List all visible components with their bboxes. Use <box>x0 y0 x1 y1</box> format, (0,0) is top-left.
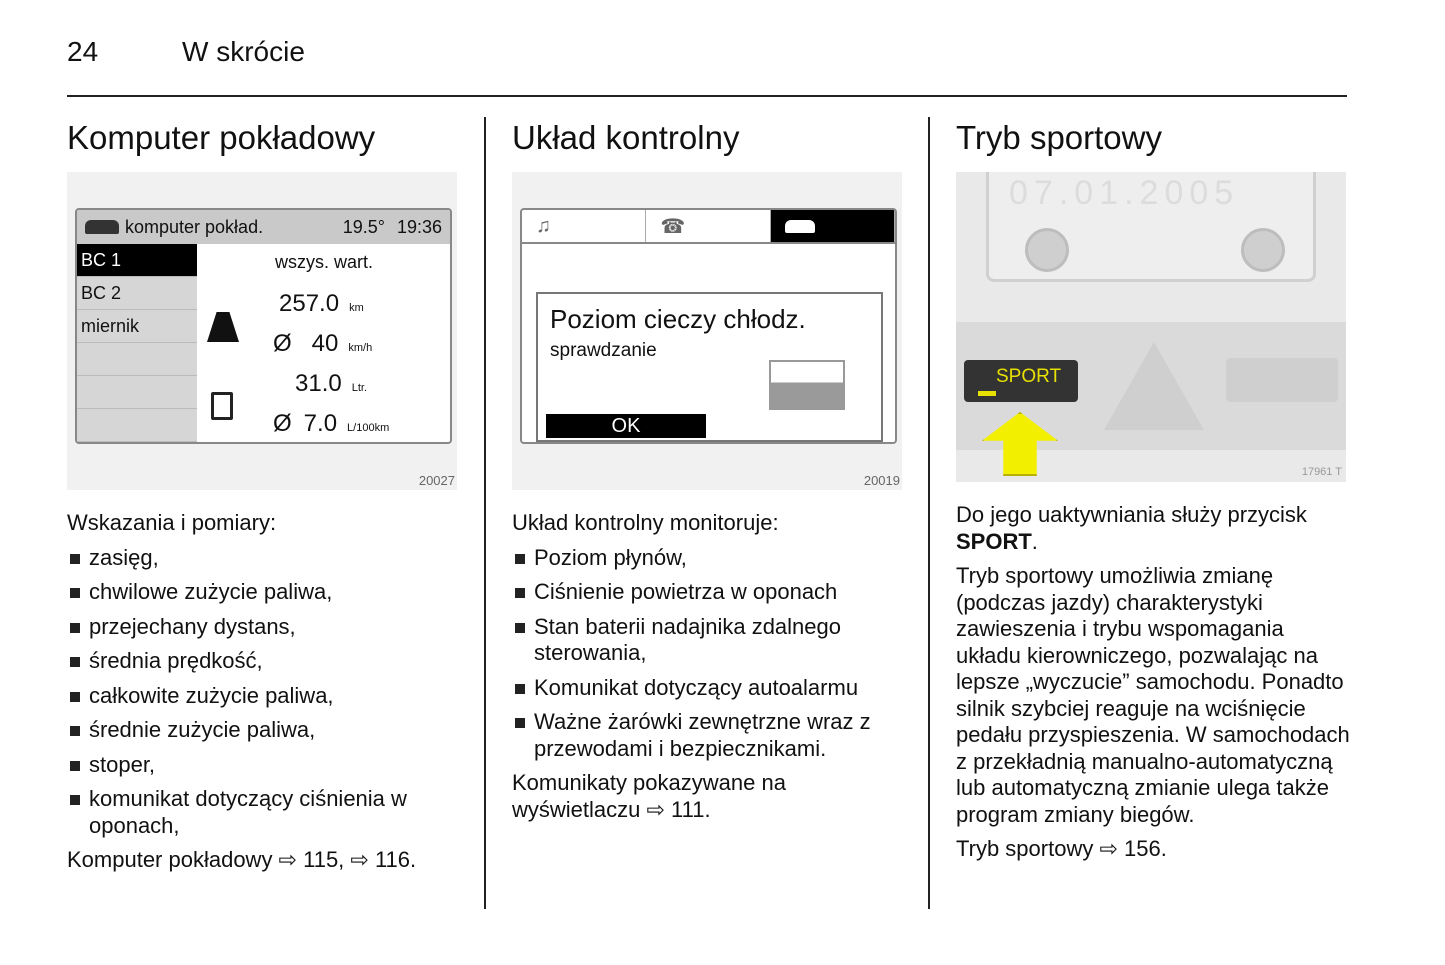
unit: L/100km <box>347 422 390 434</box>
value-row <box>279 290 364 318</box>
figure-number: 17961 T <box>1301 466 1342 478</box>
display-label: komputer pokład. <box>125 216 264 237</box>
time: 19:36 <box>396 216 442 237</box>
values-heading: wszys. wart. <box>275 252 374 272</box>
computer-display <box>75 208 452 444</box>
unit: km <box>349 302 364 314</box>
column-onboard-computer <box>67 118 462 882</box>
menu-item: miernik <box>77 310 197 343</box>
display-top-bar <box>77 210 450 244</box>
unit: km/h <box>348 342 373 354</box>
ok-button: OK <box>546 414 706 438</box>
sport-mode-figure <box>956 172 1346 482</box>
phone-tab-icon: ☎ <box>646 210 770 242</box>
music-tab-icon: ♫ <box>522 210 646 242</box>
text: Do jego uaktywniania służy przycisk <box>956 502 1307 527</box>
fuel-pump-icon <box>211 392 233 420</box>
car-tab-icon <box>771 210 895 242</box>
reference: Tryb sportowy ⇨ 156. <box>956 836 1167 861</box>
value: 257.0 <box>279 290 340 317</box>
dashboard-panel <box>986 172 1316 282</box>
knob-icon <box>1025 228 1069 272</box>
average-symbol: Ø <box>273 330 292 357</box>
message-title: Poziom cieczy chłodz. <box>550 304 806 334</box>
message-box <box>536 292 883 442</box>
average-symbol: Ø <box>273 410 292 437</box>
column-text <box>512 510 907 823</box>
menu-item <box>77 376 197 409</box>
list-item: Stan baterii nadajnika zdalnego sterowania, <box>512 614 907 667</box>
value-row <box>273 330 372 358</box>
value-row <box>273 410 389 438</box>
text: . <box>1031 528 1038 554</box>
display-tabs <box>522 210 895 244</box>
header-rule <box>67 95 1347 97</box>
list-item: stoper, <box>67 752 462 779</box>
menu-item <box>77 343 197 376</box>
menu-item: BC 2 <box>77 277 197 310</box>
column-check-system <box>512 118 907 831</box>
intro: Układ kontrolny monitoruje: <box>512 510 779 535</box>
check-display <box>520 208 897 444</box>
column-text <box>956 502 1351 863</box>
onboard-computer-figure <box>67 172 457 490</box>
check-system-figure <box>512 172 902 490</box>
reference: Komunikaty pokazywane na wyświetlaczu ⇨ 111. <box>512 770 786 822</box>
menu-item: BC 1 <box>77 244 197 277</box>
list-item: chwilowe zużycie paliwa, <box>67 579 462 606</box>
list-item: komunikat dotyczący ciśnienia w oponach, <box>67 786 462 839</box>
value: 40 <box>311 330 339 357</box>
section-title: W skrócie <box>182 36 305 67</box>
column-title: Tryb sportowy <box>956 119 1162 156</box>
column-text <box>67 510 462 874</box>
knob-icon <box>1241 228 1285 272</box>
list-item: Poziom płynów, <box>512 545 907 572</box>
coolant-tank-icon <box>769 360 845 410</box>
road-icon <box>207 312 239 342</box>
bullet-list <box>67 545 462 840</box>
list-item: zasięg, <box>67 545 462 572</box>
temperature: 19.5° <box>342 216 385 237</box>
list-item: Ciśnienie powietrza w oponach <box>512 579 907 606</box>
list-item: średnia prędkość, <box>67 648 462 675</box>
intro: Wskazania i pomiary: <box>67 510 277 535</box>
sport-button: SPORT <box>964 360 1078 402</box>
figure-number: 20027 <box>418 473 455 488</box>
paragraph <box>956 502 1351 555</box>
column-divider-2 <box>928 117 930 909</box>
reference: Komputer pokładowy ⇨ 115, ⇨ 116. <box>67 847 417 872</box>
menu-item <box>77 409 197 442</box>
value: 7.0 <box>303 410 338 437</box>
unit: Ltr. <box>351 382 368 394</box>
value: 31.0 <box>295 370 342 397</box>
figure-number: 20019 <box>863 473 900 488</box>
list-item: średnie zużycie paliwa, <box>67 717 462 744</box>
display-menu <box>77 244 197 444</box>
list-item: Komunikat dotyczący autoalarmu <box>512 675 907 702</box>
column-divider-1 <box>484 117 486 909</box>
column-title: Układ kontrolny <box>512 119 740 156</box>
list-item: Ważne żarówki zewnętrzne wraz z przewodami i bezpiecznikami. <box>512 709 907 762</box>
sport-label: SPORT <box>956 528 1032 554</box>
bullet-list <box>512 545 907 763</box>
clock-display: 07.01.2005 <box>1009 174 1240 212</box>
page-number: 24 <box>67 36 99 67</box>
list-item: przejechany dystans, <box>67 614 462 641</box>
column-title: Komputer pokładowy <box>67 119 376 156</box>
value-row <box>295 370 367 398</box>
door-lock-icon <box>1226 358 1338 402</box>
column-sport-mode <box>956 118 1351 871</box>
paragraph: Tryb sportowy umożliwia zmianę (podczas jazdy) charakterystyki zawieszenia i trybu wspomagania układu kierowniczego, pozwalając na lepsze „wyczucie” samochodu. Ponadto silnik szybciej reaguje na wciśnięcie pedału przyspieszenia. W samochodach z przekładnią manualno-automatyczną lub automatyczną zmianie ulega także program zmiany biegów. <box>956 563 1350 827</box>
list-item: całkowite zużycie paliwa, <box>67 683 462 710</box>
display-values <box>197 244 450 442</box>
car-icon <box>85 220 119 234</box>
message-subtitle: sprawdzanie <box>550 340 657 361</box>
